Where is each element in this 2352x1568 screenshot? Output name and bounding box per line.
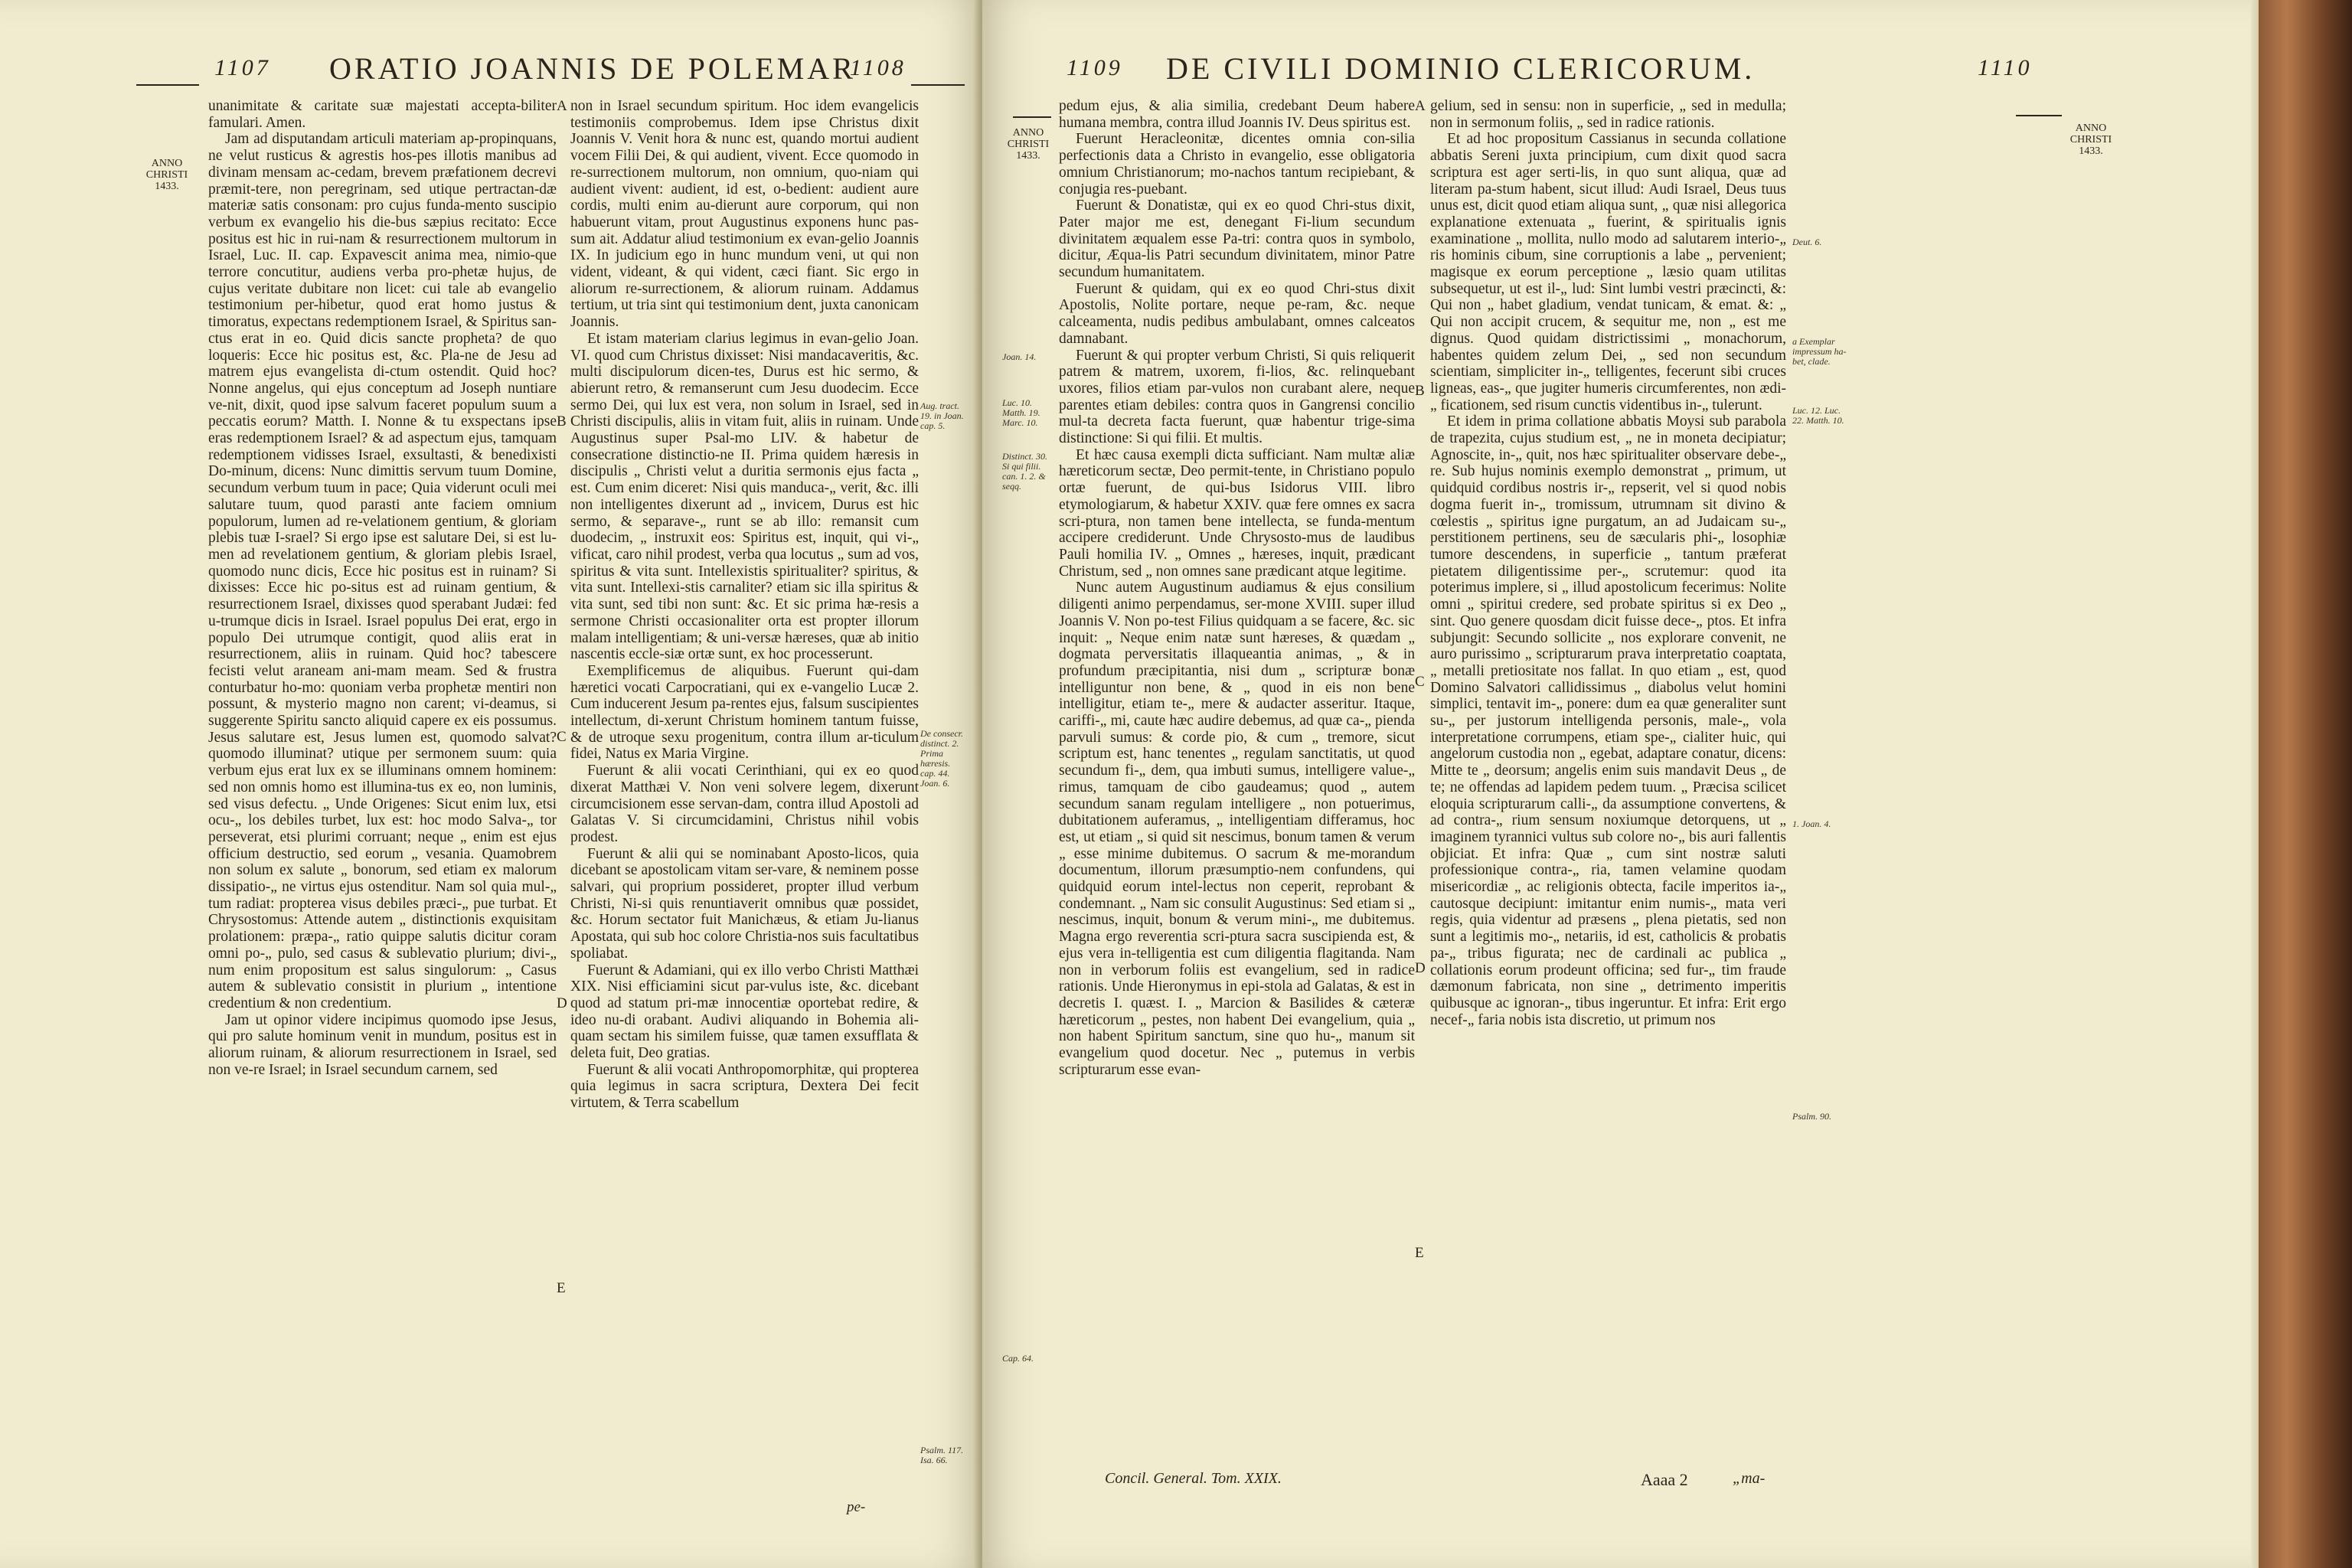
left-page-header xyxy=(214,51,906,86)
page-number-1108: 1108 xyxy=(850,55,906,80)
margin-note-consecr: De consecr. distinct. 2. Prima hæresis. cap. 44. Joan. 6. xyxy=(920,728,963,789)
section-letter-d-r: D xyxy=(1415,960,1426,976)
margin-note-joan14: Joan. 14. xyxy=(1002,351,1037,362)
anno-christi-right-right: ANNO CHRISTI 1433. xyxy=(2069,122,2112,157)
running-head-right: DE CIVILI DOMINIO CLERICORUM. xyxy=(1166,51,1756,86)
right-page-header xyxy=(1067,51,2033,86)
section-letter-e-r: E xyxy=(1415,1245,1424,1261)
paragraph: Fuerunt Heracleonitæ, dicentes omnia con-silia perfectionis data a Christo in evangelio, esse obligatoria omnium Christianorum; mo-nachos tantum recipiebant, & conjugia res-puebant. xyxy=(1059,131,1415,198)
catchword-right: „ma- xyxy=(1733,1470,1766,1487)
section-letter-a: A xyxy=(557,98,567,114)
section-letter-d: D xyxy=(557,995,567,1011)
section-letter-b-r: B xyxy=(1415,383,1425,399)
margin-note-deut6: Deut. 6. xyxy=(1792,237,1822,247)
paragraph: Nunc autem Augustinum audiamus & ejus consilium diligenti animo perpendamus, ser-mone XVIII. super illud Joannis V. Non po-test Filius quidquam a se facere, &c. sic inquit: „ Neque enim natæ sunt hæreses, & quædam „ dogmata perversitatis illaqueantia animas, „ & in profundum præcipitantia, nisi dum „ scripturæ bonæ intelliguntur non bene, & „ quod in eis non bene intelligitur, etiam te-„ mere & audacter asseritur. Itaque, cariffi-„ mi, caute hæc audire debemus, ad quæ ca-„ pienda parvuli sumus: & corde pio, & cum „ tremore, sicut scriptum est, hanc tenentes „ regulam sanctitatis, ut quod secundum fi-„ dem, qua imbuti sumus, intelligere value-„ rimus, tamquam de cibo gaudeamus; quod „ autem secundum sanam regulam intelligere „ non potuerimus, dubitationem auferamus, „ intelligentiam differamus, hoc est, ut etiam „ si quid sit nescimus, bonum tamen & verum „ esse minime dubitemus. O sacrum & me-morandum documentum, illorum præsumptio-nem confundens, qui quidquid eorum intel-lectus non ceperit, reprobant & condemnant. „ Nam sic consulit Augustinus: Sed etiam si „ nescimus, inquit, bonum & verum mini-„ me dubitemus. Magna ergo reverentia scri-ptura sacra suscipienda est, & ejus vera in-telligentia est cum diligentia flagitanda. Nam non in verborum foliis est evangelium, sed in radice rationis. Unde Hieronymus in epi-stola ad Galatas, & est in decretis I. quæst. I. „ Marcion & Basilides & cæteræ hæreticorum „ pestes, non habent Dei evangelium, quia „ non habent Spiritum sanctum, sine quo hu-„ manum sit evangelium quod docetur. Nec „ putemus in verbis scripturarum esse evan- xyxy=(1059,580,1415,1078)
page-number-1110: 1110 xyxy=(1978,55,2033,80)
paragraph: Jam ad disputandam articuli materiam ap-propinquans, ne velut rusticus & agrestis hos-pes illotis manibus ad divinam mensam ac-cedam, brevem præfationem decrevi præmit-tere, non peregrinam, sed utique pertractan-dæ materiæ satis consonam: pro cujus funda-mento suscipio verbum ex evangelio his die-bus sæpius recitato: Ecce positus est hic in rui-nam & resurrectionem multorum in Israel, Luc. II. cap. Expavescit anima mea, nimio-que terrore concutitur, audiens verba pro-phetæ hujus, de cujus veritate dubitare non licet: cui tale ab evangelio testimonium per-hibetur, quod erat homo justus & timoratus, expectans redemptionem Israel, & Spiritus san-ctus erat in eo. Quid dicis sancte propheta? de quo loqueris: Ecce hic positus est, &c. Pla-ne de Jesu ad matrem ejus evangelista di-ctum ostendit. Quid hoc? Nonne angelus, qui ejus conceptum ad Joseph nuntiare ve-nit, dixit, quod ipse salvum faceret populum suum a peccatis eorum? Matth. I. Nonne & tu exspectans ipse eras redemptionem Israel? & ad aspectum ejus, tamquam redemptionem vidisses Israel, exsultasti, & benedixisti Do-minum, dicens: Nunc dimittis servum tuum Domine, secundum verbum tuum in pace; Quia viderunt oculi mei salutare tuum, quod parasti ante faciem omnium populorum, lumen ad re-velationem gentium, & gloriam plebis tuæ I-srael? Si ergo ipse est salutare Dei, si est lu-men ad revelationem gentium, & gloriam plebis Israel, quomodo nunc dicis, Ecce hic positus est in ruinam? Si dixisses: Ecce hic po-situs est ad ruinam gentium, & resurrectionem Israel, dixisses quod sperabant Judæi: fed u-trumque dicis in Israel. Israel populus Dei erat, ergo in populo Dei utrumque contigit, quod aliis erat in resurrectionem, aliis in ruinam. Quid hoc? tabescere fecisti velut araneam ani-mam meam. Sed & frustra conturbatur ho-mo: quoniam verba prophetæ mentiri non possunt, & mysterio magno non carent; vi-deamus, si suggerente Spiritu sancto aliquid capere ex eis possumus. Jesus salutare est, Jesus lumen est, quomodo salvat? quomodo illuminat? utique per sermonem suum: quia verbum ejus erat lux ex se illuminans omnem hominem: sed non omnis homo est illumina-tus ex eo, non luminis, sed visus defectu. „ Unde Origenes: Sicut enim lux, etsi ocu-„ los debiles turbet, lux est: hoc modo Salva-„ tor perseverat, etsi plurimi corruant; neque „ enim est ejus officium destructio, sed eorum „ vesania. Quamobrem non solum ex salute „ bonorum, sed etiam ex malorum dissipatio-„ ne virtus ejus ostenditur. Nam sol quia mul-„ tum radiat: propterea visus debiles præci-„ pue turbat. Et Chrysostomus: Attende autem „ distinctionis exquisitam prolationem: præpa-„ ratio quippe salutis dicitur coram omni po-„ pulo, sed casus & sublevatio plurium; divi-„ num enim propositum est salus singulorum: „ Casus autem & sublevatio consistit in plurium „ intentione credentium & non credentium. xyxy=(208,131,557,1011)
paragraph: Et istam materiam clarius legimus in evan-gelio Joan. VI. quod cum Christus dixisset: Nisi mandacaveritis, &c. multi discipulorum dicen-tes, Durus est hic sermo, & abierunt retro, & remanserunt cum Jesu duodecim. Ecce sermo Dei, qui lux est vera, non solum in Israel, sed in Christi discipulis, aliis in vitam fuit, aliis in ruinam. Unde Augustinus super Psal-mo LIV. & habetur de consecratione distinctio-ne II. Prima quidem hæresis in discipulis „ Christi velut a duritia sermonis ejus facta „ est. Cum enim diceret: Nisi quis manduca-„ verit, &c. illi non intelligentes dixerunt ad „ invicem, Durus est hic sermo, & separave-„ runt se ab illo: remansit cum duodecim, „ instruxit eos: Spiritus est, inquit, qui vi-„ vificat, caro nihil prodest, verba qua locutus „ sum ad vos, spiritus & vita sunt. Intellexistis spiritualiter? spiritus, & vita sunt. Intellexi-stis carnaliter? etiam sic illa spiritus & vita sunt, sed tibi non sunt: &c. Et sic prima hæ-resis a sermone Christi occasionaliter orta est propter illorum malam intelligentiam; & uni-versæ hæreses, quæ ab initio nascentis eccle-siæ ortæ sunt, ex hoc processerunt. xyxy=(570,330,919,663)
margin-note-cap64: Cap. 64. xyxy=(1002,1353,1034,1364)
section-letter-c-r: C xyxy=(1415,674,1425,690)
catchword-left: pe- xyxy=(847,1499,866,1515)
anno-christi-left: ANNO CHRISTI 1433. xyxy=(145,158,188,192)
page-number-1107: 1107 xyxy=(214,55,271,80)
left-page xyxy=(0,0,982,1568)
left-page-column-1 xyxy=(208,98,557,1476)
margin-note-distinct30: Distinct. 30. Si qui filii. can. 1. 2. & seqq. xyxy=(1002,451,1047,492)
paragraph: unanimitate & caritate suæ majestati accepta-biliter famulari. Amen. xyxy=(208,98,557,131)
paragraph: gelium, sed in sensu: non in superficie, „ sed in medulla; non in sermonum foliis, „ sed in radice rationis. xyxy=(1430,98,1786,131)
paragraph: Exemplificemus de aliquibus. Fuerunt qui-dam hæretici vocati Carpocratiani, qui ex e-vangelio Lucæ 2. Cum inducerent Jesum pa-rentes ejus, falsum suscipientes intellectum, di-xerunt Christum hominem tantum fuisse, & de utroque sexu progenitum, contra illum ar-ticulum fidei, Natus ex Maria Virgine. xyxy=(570,662,919,763)
section-letter-a-r: A xyxy=(1415,98,1426,114)
paragraph: Jam ut opinor videre incipimus quomodo ipse Jesus, qui pro salute hominum venit in mundum, positus est in aliorum ruinam, & aliorum resurrectionem in Israel, sed non ve-re Israel; in Israel secundum carnem, sed xyxy=(208,1011,557,1078)
section-letter-c: C xyxy=(557,729,567,745)
paragraph: Fuerunt & quidam, qui ex eo quod Chri-stus dixit Apostolis, Nolite portare, neque pe-ram, &c. neque calceamenta, nudis pedibus ambulabant, omnes calceatos damnabant. xyxy=(1059,280,1415,347)
paragraph: Fuerunt & alii qui se nominabant Aposto-licos, quia dicebant se apostolicam vitam ser-vare, & neminem posse salvari, qui proprium possideret, propter illud verbum Christi, Ni-si quis renuntiaverit omnibus quæ possidet, &c. Horum sectator fuit Manichæus, & etiam Ju-lianus Apostata, qui sub hoc colore Christia-nos suis facultatibus spoliabat. xyxy=(570,845,919,962)
margin-note-exemplar: a Exemplar impressum ha-bet, clade. xyxy=(1792,336,1847,367)
running-head-left: ORATIO JOANNIS DE POLEMAR xyxy=(329,51,856,86)
paragraph: Fuerunt & Donatistæ, qui ex eo quod Chri-stus dixit, Pater major me est, denegant Fi-lium secundum divinitatem æqualem esse Pa-tri: contra quos in symbolo, dicitur, Æqua-lis Patri secundum divinitatem, minor Patre secundum humanitatem. xyxy=(1059,198,1415,281)
paragraph: Et hæc causa exempli dicta sufficiant. Nam multæ aliæ hæreticorum sectæ, Deo permit-tente, in Christiano populo ortæ fuerunt, de qui-bus Isidorus VIII. libro etymologiarum, & habetur XXIV. quæ fere omnes ex sacra scri-ptura, non tamen bene intellecta, se funda-mentum accipere crediderunt. Unde Chrysosto-mus de laudibus Pauli homilia IV. „ Omnes „ hæreses, inquit, prædicant Christum, sed „ non omnes sane prædicant atque legitime. xyxy=(1059,446,1415,580)
page-number-1109: 1109 xyxy=(1067,55,1123,80)
right-page xyxy=(982,0,2259,1568)
header-rule-right-r xyxy=(2016,115,2062,116)
margin-note-luc12: Luc. 12. Luc. 22. Matth. 10. xyxy=(1792,405,1844,426)
header-rule-left-r xyxy=(1013,116,1051,118)
margin-note-psalm90: Psalm. 90. xyxy=(1792,1111,1831,1122)
paragraph: Et idem in prima collatione abbatis Moysi sub parabola de trapezita, cujus studium est, „ ne in moneta decipiatur; Agnoscite, in-„ quit, nos hæc spiritualiter observare debe-„ re. Sub hujus nominis exemplo demonstrat „ primum, ut quidquid cordibus nostris ir-„ repserit, vel si quod nobis dogma fuerit in-„ tromissum, utrumnam sit divino & cœlestis „ spiritus igne purgatum, an ad Judaicam su-„ perstitionem pertinens, seu de sæcularis phi-„ losophiæ tumore descendens, in superficie „ tantum præferat pietatem diligentissime per-„ scrutemur: quod ita poterimus implere, si „ illud apostolicum fecerimus: Nolite omni „ spiritui credere, sed probate spiritus si ex Deo „ sint. Quo genere quosdam dicit fuisse dece-„ ptos. Et infra subjungit: Secundo sollicite „ nos explorare convenit, ne auro purissimo „ scripturarum prava interpretatio coaptata, „ metalli pretiositate nos fallat. In quo etiam „ est, quod Domino Salvatori callidissimus „ diabolus velut homini simplici, tentavit im-„ ponere: dum ea quæ generaliter sunt su-„ per justorum intelligenda personis, male-„ vola interpretatione corrumpens, etiam spe-„ cialiter huic, qui angelorum custodia non „ egebat, adaptare conatur, dicens: Mitte te „ deorsum; angelis enim suis mandavit Deus „ de te; ne offendas ad lapidem pedem tuum. „ Præcisa scilicet eloquia scripturarum calli-„ da assumptione convertens, & ad contra-„ rium sensum noxiumque detorquens, ut „ imaginem tyrannici vultus sub colore no-„ bis auri fallentis objiciat. Et infra: Quæ „ cum sint nostræ saluti professionique contra-„ ria, tamen velamine quodam misericordiæ „ ac religionis obtecta, facile imperitos ia-„ cautosque decipiunt: imitantur enim numis-„ mata veri regis, quia videntur ad præsens „ plena pietatis, sed non sunt a legitimis mo-„ netariis, id est, catholicis & probatis pa-„ tribus figurata; nec de cardinali ac publica „ collationis eorum prodeunt officina; sed fur-„ tim fraude dæmonum fabricata, non sine „ detrimento imperitis quibusque ac ignoran-„ tibus ingeruntur. Et infra: Erit ergo necef-„ faria nobis ista discretio, ut primum nos xyxy=(1430,413,1786,1028)
margin-note-psalm: Psalm. 117. Isa. 66. xyxy=(920,1445,964,1465)
margin-note-1joan4: 1. Joan. 4. xyxy=(1792,818,1831,829)
right-page-column-2 xyxy=(1430,98,1786,1461)
header-rule-left xyxy=(136,84,199,86)
paragraph: Fuerunt & alii vocati Anthropomorphitæ, qui propterea quia legimus in sacra scriptura, Dextera Dei fecit virtutem, & Terra scabellum xyxy=(570,1061,919,1112)
section-letter-b: B xyxy=(557,413,567,430)
paragraph: non in Israel secundum spiritum. Hoc idem evangelicis testimoniis comprobemus. Idem ipse Christus dixit Joannis V. Venit hora & nunc est, quando mortui audient vocem Filii Dei, & qui audient, vivent. Ecce quomodo in re-surrectionem multorum, non omnium, quo-niam qui audient vivent: audient, id est, o-bedient: audient aure cordis, multi enim au-dierunt aure corporum, qui non habuerunt vitam, prout Augustinus exponens hunc pas-sum ait. Addatur aliud testimonium ex evan-gelio Joannis IX. In judicium ego in hunc mundum veni, ut qui non vident, videant, & qui vident, cæci fiant. Sic ergo in aliorum re-surrectionem, & aliorum ruinam. Addamus tertium, ut tria sint qui testimonium dent, juxta canonicam Joannis. xyxy=(570,98,919,331)
anno-christi-right-left: ANNO CHRISTI 1433. xyxy=(1007,127,1050,162)
left-page-column-2 xyxy=(570,98,919,1461)
right-page-column-1 xyxy=(1059,98,1415,1461)
signature-mark: Aaaa 2 xyxy=(1641,1470,1688,1489)
paragraph: Fuerunt & qui propter verbum Christi, Si quis reliquerit patrem & matrem, uxorem, fi-lios, &c. relinquebant uxores, filios etiam par-vulos non curabant alere, neque parentes etiam debiles: contra quos in Gangrensi concilio mul-ta decreta facta fuerunt, quæ habentur trige-sima distinctione: Si qui filii. Et multis. xyxy=(1059,347,1415,447)
paragraph: Fuerunt & alii vocati Cerinthiani, qui ex eo quod dixerat Matthæi V. Non veni solvere legem, dixerunt circumcisionem esse servan-dam, contra illud Apostoli ad Galatas V. Si circumcidamini, Christus nihil vobis prodest. xyxy=(570,763,919,845)
book-cover-edge xyxy=(2259,0,2352,1568)
header-rule-right xyxy=(911,84,965,86)
paragraph: pedum ejus, & alia similia, credebant Deum habere humana membra, contra illud Joannis IV. Deus spiritus est. xyxy=(1059,98,1415,131)
paragraph: Fuerunt & Adamiani, qui ex illo verbo Christi Matthæi XIX. Nisi efficiamini sicut par-vulus iste, &c. dicebant quod ad statum pri-mæ innocentiæ oportebat redire, & ideo nu-di orabant. Audivi aliquando in Bohemia ali-quam sectam his similem fuisse, quæ tamen exsufflata & deleta fuit, Deo gratias. xyxy=(570,962,919,1062)
section-letter-e: E xyxy=(557,1280,566,1296)
margin-note-aug: Aug. tract. 19. in Joan. cap. 5. xyxy=(920,400,964,431)
footer-volume: Concil. General. Tom. XXIX. xyxy=(1105,1470,1282,1487)
margin-note-luc10: Luc. 10. Matth. 19. Marc. 10. xyxy=(1002,397,1040,428)
paragraph: Et ad hoc propositum Cassianus in secunda collatione abbatis Sereni juxta principium, cum dixit quod sacra scriptura est ager serti-lis, in quo sunt aliqua, quæ ad literam pa-stum habent, sicut illud: Audi Israel, Deus tuus unus est, dicit quod etiam aliqua sunt, „ quæ nisi allegorica explanatione extenuata „ fuerint, & spiritualis ignis examinatione „ mollita, nullo modo ad salutarem interio-„ ris hominis cibum, sine corruptionis a labe „ pervenient; magisque ex eorum perceptione „ læsio quam utilitas subsequetur, ut est il-„ lud: Sint lumbi vestri præcincti, &: Qui non „ habet gladium, vendat tunicam, & emat. &: „ Qui non accipit crucem, & sequitur me, non „ est me dignus. Quod quidam districtissimi „ monachorum, habentes quidem zelum Dei, „ sed non secundum scientiam, simpliciter in-„ telligentes, fecerunt sibi cruces ligneas, eas-„ que jugiter humeris circumferentes, non ædi-„ ficationem, sed risum cunctis videntibus in-„ tulerunt. xyxy=(1430,131,1786,413)
